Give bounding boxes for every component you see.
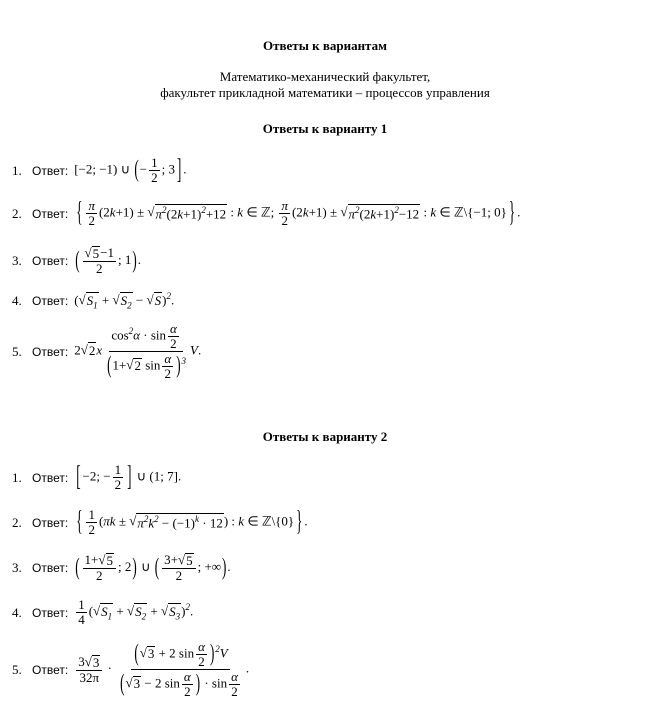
faculty-line-2: факультет прикладной математики – процессов управления xyxy=(160,85,490,100)
answer-label: Ответ: xyxy=(32,293,69,308)
answer-1-5 xyxy=(12,322,201,381)
answer-2-5 xyxy=(12,640,249,699)
answer-formula: [−2; −1) ∪ (− $\frac{1}{2}$ ; 3 ] . xyxy=(74,151,187,185)
answer-formula: ( √ $S_1$ + √ $S_2$ − √ S )$^2$. xyxy=(74,291,175,311)
answer-number: 2. xyxy=(12,514,22,530)
answer-formula: { $\frac{\pi}{2}$ (2k+1) ± √ $\pi^2(2k+1)^2+12$ : k ∈ ℤ; $\frac{\pi}{2}$ (2k+1) ± √ $\pi^2(2k+1)^2-12$ : k ∈ ℤ\{−1; 0} } . xyxy=(76,194,521,228)
answer-number: 5. xyxy=(12,343,22,359)
answer-label: Ответ: xyxy=(32,605,69,620)
answer-label: Ответ: xyxy=(32,561,69,575)
answer-number: 2. xyxy=(12,205,22,221)
answer-1-3 xyxy=(12,246,141,276)
answer-2-4 xyxy=(12,598,193,627)
answer-number: 5. xyxy=(12,661,22,677)
variant-2-heading: Ответы к варианту 2 xyxy=(262,429,388,444)
answer-2-3 xyxy=(12,553,231,583)
answer-number: 1. xyxy=(12,469,22,485)
answer-number: 4. xyxy=(12,604,22,620)
answer-label: Ответ: xyxy=(32,206,69,221)
faculty-line-1: Математико-механический факультет, xyxy=(219,69,431,84)
answer-formula: 3 √ 3 32π · ( √ 3 + 2 sin $\frac{\alpha}{2}$ )$^2$V ( √ 3 − 2 sin $\frac{\alpha}{2}$ ) · sin $\frac{\alpha}{2}$ . xyxy=(78,638,250,699)
answer-formula: [ −2; − $\frac{1}{2}$ ] ∪ (1; 7]. xyxy=(76,458,182,492)
variant-1-heading: Ответы к варианту 1 xyxy=(262,121,388,136)
answer-label: Ответ: xyxy=(32,254,69,268)
answer-number: 3. xyxy=(12,253,22,268)
answer-1-2 xyxy=(12,194,521,228)
answer-1-4 xyxy=(12,291,174,311)
answer-formula: { $\frac{1}{2}$ (πk ± √ $\pi^2k^2 - (-1)^k \cdot 12$ ) : k ∈ ℤ\{0} } . xyxy=(76,503,308,537)
answer-number: 4. xyxy=(12,292,22,308)
answer-label: Ответ: xyxy=(32,344,69,359)
answer-label: Ответ: xyxy=(32,163,69,178)
answer-label: Ответ: xyxy=(32,515,69,530)
answer-formula: ( 1+ √ 5 2 ; 2) ∪ ( 3+ √ 5 2 ; +∞). xyxy=(75,551,231,583)
page-title: Ответы к вариантам xyxy=(263,38,387,53)
answer-1-1 xyxy=(12,151,187,185)
answer-formula: ( √ 5 −1 2 ; 1). xyxy=(75,244,141,276)
answer-number: 1. xyxy=(12,162,22,178)
answer-number: 3. xyxy=(12,560,22,575)
answer-2-2 xyxy=(12,503,308,537)
answer-label: Ответ: xyxy=(32,662,69,677)
answer-label: Ответ: xyxy=(32,470,69,485)
answer-formula: $\frac{1}{4}$ ( √ $S_1$ + √ $S_2$ + √ $S_3$ )$^2$. xyxy=(78,597,194,627)
answer-formula: 2 √ 2 x $\cos^2\alpha \cdot \sin$ $\frac{\alpha}{2}$ (1+ √ 2 sin $\frac{\alpha}{2}$ )$^3$ V. xyxy=(74,321,202,381)
answer-2-1 xyxy=(12,458,182,492)
